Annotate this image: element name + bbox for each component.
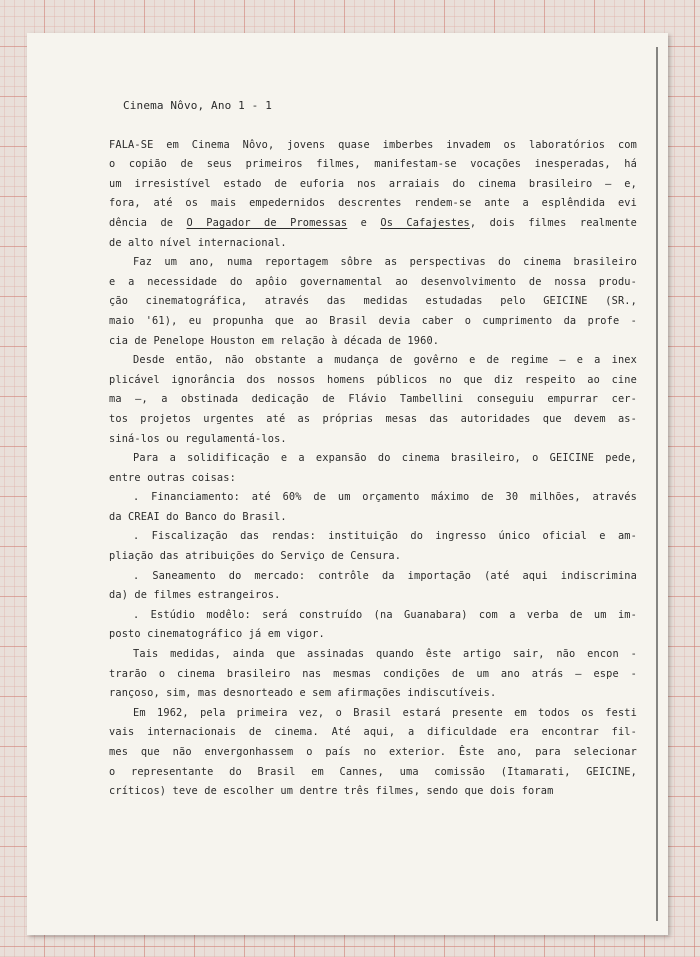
typewritten-document [109,96,637,802]
document-heading: Cinema Nôvo, Ano 1 - 1 [123,99,272,112]
text-line: tos projetos urgentes até as próprias mesas das autoridades que devem as- [109,412,637,425]
text-line: o representante do Brasil em Cannes, uma comissão (Itamarati, GEICINE, [109,765,637,778]
paragraph [109,136,637,254]
paragraph [109,645,637,704]
text-line: pliação das atribuições do Serviço de Censura. [109,550,402,563]
document-body [109,136,637,802]
text-line: fora, até os mais empedernidos descrentes rendem-se ante a esplêndida evi [109,197,637,210]
text-line: um irresistível estado de euforia nos arraiais do cinema brasileiro — e, [109,177,637,190]
paragraph [109,351,637,449]
text-line: mes que não envergonhassem o país no exterior. Êste ano, para selecionar [109,746,637,758]
text-line: Em 1962, pela primeira vez, o Brasil estará presente em todos os festi [133,706,637,719]
text-line: Faz um ano, numa reportagem sôbre as perspectivas do cinema brasileiro [133,256,637,269]
text-line: ção cinematográfica, através das medidas estudadas pelo GEICINE (SR., [109,295,637,308]
text-line: trarão o cinema brasileiro nas mesmas condições de um ano atrás — espe - [109,667,637,680]
paragraph [109,488,637,527]
paragraph [109,253,637,351]
text-line: . Fiscalização das rendas: instituição do ingresso único oficial e am- [133,530,637,543]
text-line: Para a solidificação e a expansão do cinema brasileiro, o GEICINE pede, [133,452,637,465]
text-line: vais internacionais de cinema. Até aqui, a dificuldade era encontrar fil- [109,726,637,739]
text-line: o copião de seus primeiros filmes, manifestam-se vocações inesperadas, há [109,158,637,171]
paragraph [109,606,637,645]
text-line: Desde então, não obstante a mudança de govêrno e de regime — e a inex [133,354,637,367]
text-line: maio '61), eu propunha que ao Brasil devia caber o cumprimento da profe - [109,314,637,327]
text-line: FALA-SE em Cinema Nôvo, jovens quase imberbes invadem os laboratórios com [109,138,637,151]
paragraph [109,567,637,606]
text-line: . Saneamento do mercado: contrôle da importação (até aqui indiscrimina [133,569,637,582]
text-line: entre outras coisas: [109,471,236,484]
paragraph [109,527,637,566]
text-line: da CREAI do Banco do Brasil. [109,510,287,523]
text-line: críticos) teve de escolher um dentre três filmes, sendo que dois foram [109,785,554,798]
text-line: e a necessidade do apôio governamental ao desenvolvimento de nossa produ- [109,275,637,288]
text-line: de alto nível internacional. [109,236,287,249]
text-line: da) de filmes estrangeiros. [109,589,281,602]
text-line: dência de O Pagador de Promessas e Os Cafajestes, dois filmes realmente [109,216,637,229]
text-line: plicável ignorância dos nossos homens públicos no que diz respeito ao cine [109,373,637,386]
text-line: Tais medidas, ainda que assinadas quando êste artigo sair, não encon - [133,648,637,661]
text-line: . Estúdio modêlo: será construído (na Guanabara) com a verba de um im- [133,608,637,621]
text-line: posto cinematográfico já em vigor. [109,628,325,641]
text-line: rançoso, sim, mas desnorteado e sem afirmações indiscutíveis. [109,687,497,700]
paragraph [109,449,637,488]
text-line: ma —, a obstinada dedicação de Flávio Tambellini conseguiu empurrar cer- [109,393,637,406]
text-line: cia de Penelope Houston em relação à década de 1960. [109,334,440,347]
text-line: siná-los ou regulamentá-los. [109,432,287,445]
paragraph [109,704,637,802]
text-line: . Financiamento: até 60% de um orçamento máximo de 30 milhões, através [133,491,637,504]
